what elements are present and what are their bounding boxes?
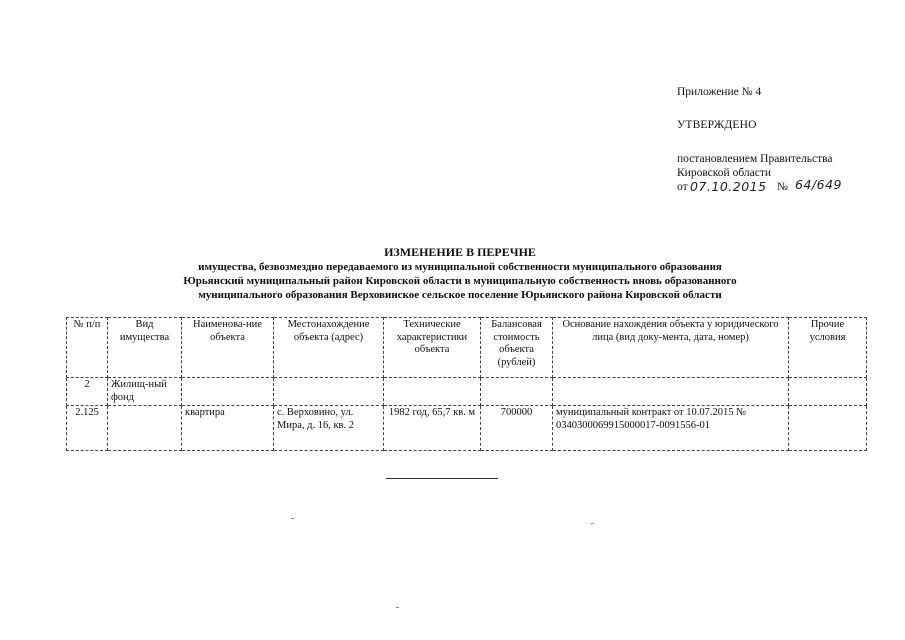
property-table [66,317,867,451]
decree-line-2: Кировской области [677,167,772,179]
heading-line-3: муниципального образования Верховинское сельское поселение Юрьянского района Кировской области [198,289,722,301]
table-cell [481,378,553,406]
heading-line-1: имущества, безвозмездно передаваемого из муниципальной собственности муниципального образования [198,261,722,273]
table-cell [553,378,789,406]
table-header-row [67,318,867,378]
decree-date: 07.10.2015 [690,179,767,194]
table-cell: с. Верховино, ул. Мира, д. 16, кв. 2 [274,406,384,451]
table-cell: 2.125 [67,406,108,451]
scan-speck [591,523,594,524]
approval-block [677,85,892,196]
scan-speck [396,607,399,608]
heading-line-2: Юрьянский муниципальный район Кировской области в муниципальную собственность вновь образованного [183,275,737,287]
approved-label: УТВЕРЖДЕНО [677,119,757,131]
table-cell [789,378,867,406]
heading-title: ИЗМЕНЕНИЕ В ПЕРЕЧНЕ [384,245,536,259]
table-cell: квартира [182,406,274,451]
header-book-value: Балансовая стоимость объекта (рублей) [481,318,553,378]
table-cell [182,378,274,406]
from-label: от [677,181,688,193]
header-number: № п/п [67,318,108,378]
table-row [67,406,867,451]
header-basis: Основание нахождения объекта у юридического лица (вид доку-мента, дата, номер) [553,318,789,378]
scan-speck [291,518,294,519]
header-property-type: Вид имущества [108,318,182,378]
decree-line-1: постановлением Правительства [677,153,833,165]
number-label: № [777,181,788,193]
header-characteristics: Технические характеристики объекта [384,318,481,378]
closing-rule [386,478,498,479]
table-cell [384,378,481,406]
table-cell: 1982 год, 65,7 кв. м [384,406,481,451]
table-cell: 2 [67,378,108,406]
appendix-label: Приложение № 4 [677,86,762,98]
table-cell: муниципальный контракт от 10.07.2015 № 0340300069915000017-0091556-01 [553,406,789,451]
header-object-name: Наименова-ние объекта [182,318,274,378]
table-cell: Жилищ-ный фонд [108,378,182,406]
header-location: Местонахождение объекта (адрес) [274,318,384,378]
table-cell [108,406,182,451]
header-other-terms: Прочие условия [789,318,867,378]
document-heading [30,245,890,302]
decree-number: 64/649 [795,177,842,192]
table-row [67,378,867,406]
table-cell [789,406,867,451]
decree-date-line [677,177,892,196]
table-cell [274,378,384,406]
table-cell: 700000 [481,406,553,451]
